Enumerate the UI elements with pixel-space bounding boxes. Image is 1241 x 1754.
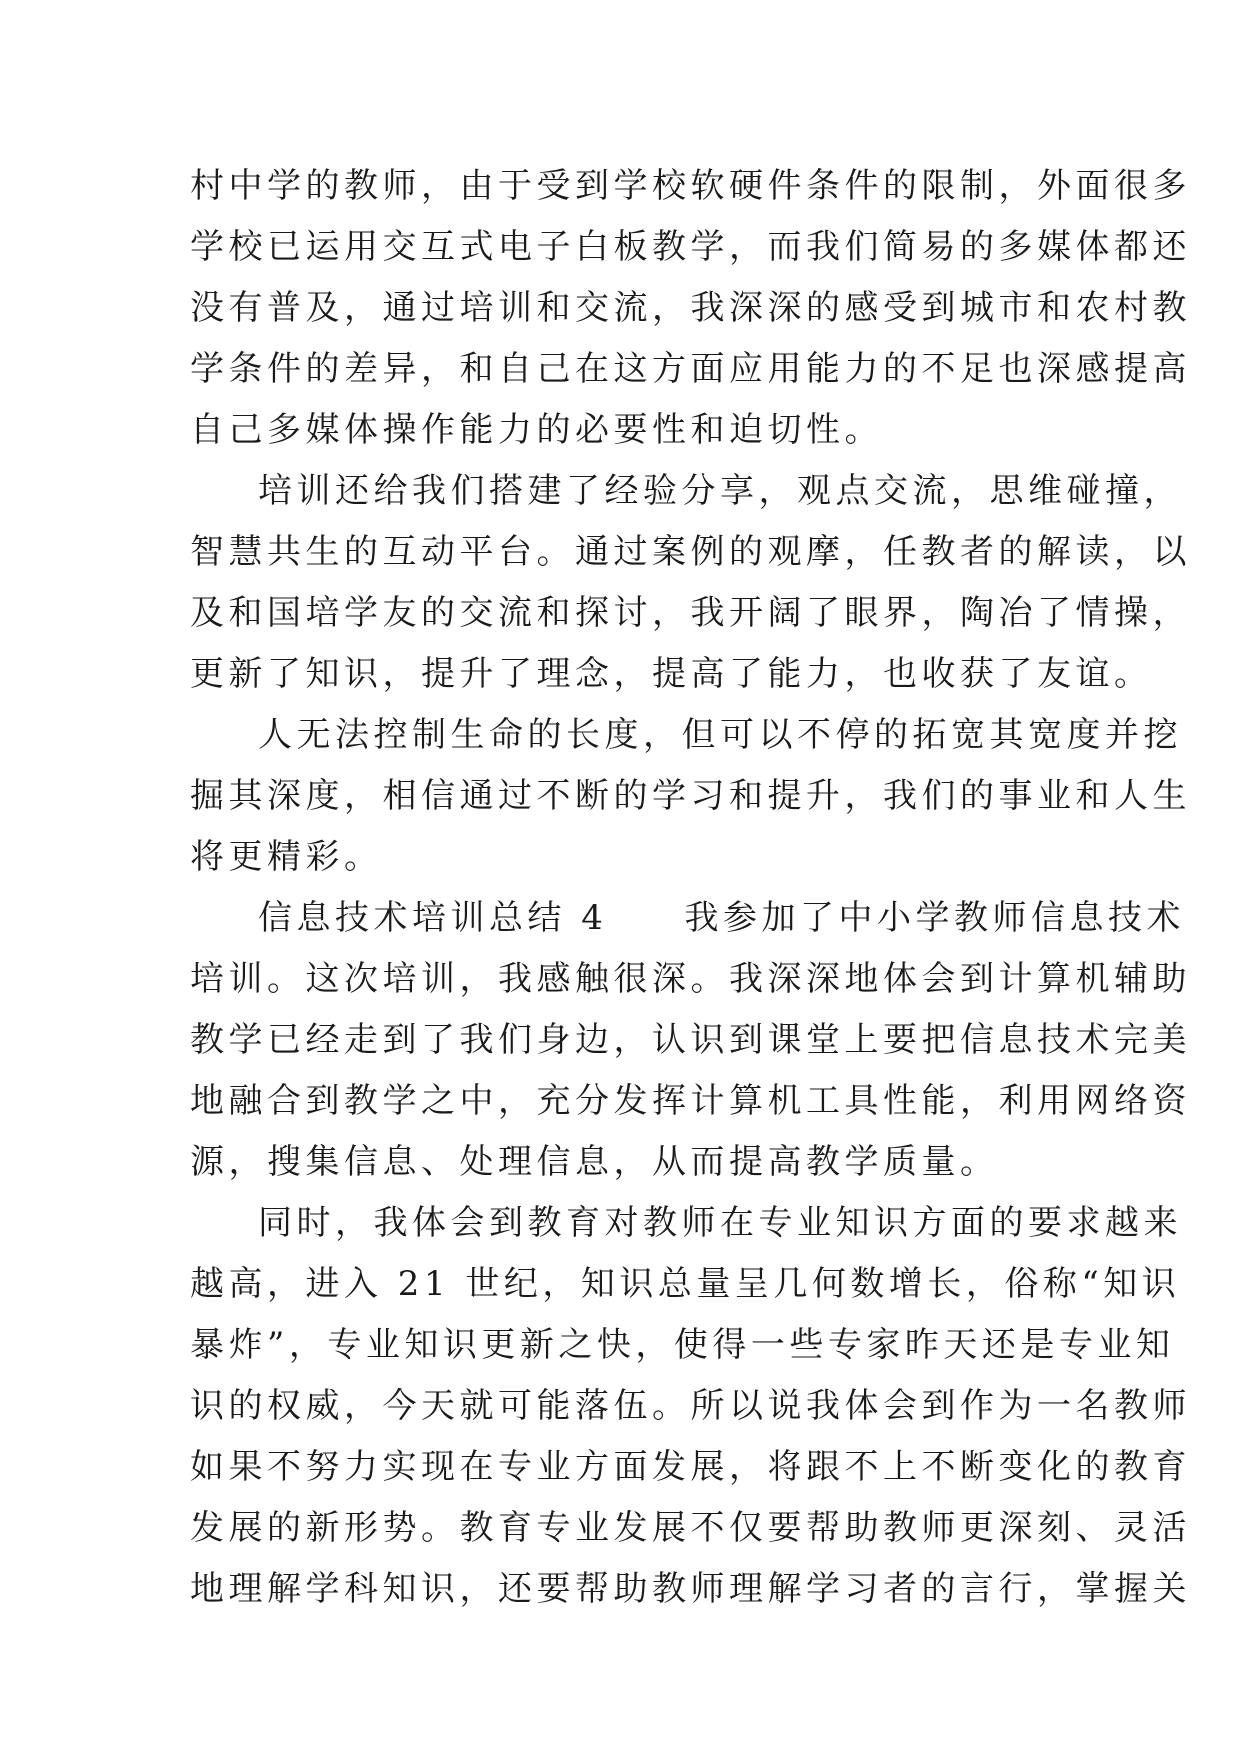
text-line: 地融合到教学之中，充分发挥计算机工具性能，利用网络资: [190, 1081, 1191, 1121]
text-line: 发展的新形势。教育专业发展不仅要帮助教师更深刻、灵活: [190, 1508, 1191, 1548]
text-line: 地理解学科知识，还要帮助教师理解学习者的言行，掌握关: [190, 1569, 1191, 1609]
text-line: 及和国培学友的交流和探讨，我开阔了眼界，陶冶了情操，: [190, 593, 1191, 633]
body-text: [190, 156, 1191, 1620]
text-line: 村中学的教师，由于受到学校软硬件条件的限制，外面很多: [190, 166, 1191, 206]
text-line: 教学已经走到了我们身边，认识到课堂上要把信息技术完美: [190, 1020, 1191, 1060]
text-line: 如果不努力实现在专业方面发展，将跟不上不断变化的教育: [190, 1447, 1191, 1487]
text-line: 智慧共生的互动平台。通过案例的观摩，任教者的解读，以: [190, 532, 1191, 572]
paragraph-first-line: 信息技术培训总结 4 我参加了中小学教师信息技术: [258, 898, 1185, 938]
text-line: 掘其深度，相信通过不断的学习和提升，我们的事业和人生: [190, 776, 1191, 816]
text-line: 学校已运用交互式电子白板教学，而我们简易的多媒体都还: [190, 227, 1191, 267]
text-line: 没有普及，通过培训和交流，我深深的感受到城市和农村教: [190, 288, 1191, 328]
text-line: 将更精彩。: [190, 837, 383, 877]
text-line: 识的权威，今天就可能落伍。所以说我体会到作为一名教师: [190, 1386, 1191, 1426]
paragraph-first-line: 培训还给我们搭建了经验分享，观点交流，思维碰撞，: [258, 471, 1182, 511]
text-line: 越高，进入 21 世纪，知识总量呈几何数增长，俗称“知识: [190, 1264, 1181, 1304]
text-line: 培训。这次培训，我感触很深。我深深地体会到计算机辅助: [190, 959, 1191, 999]
paragraph-first-line: 人无法控制生命的长度，但可以不停的拓宽其宽度并挖: [258, 715, 1182, 755]
text-line: 暴炸”，专业知识更新之快，使得一些专家昨天还是专业知: [190, 1325, 1175, 1365]
text-line: 更新了知识，提升了理念，提高了能力，也收获了友谊。: [190, 654, 1153, 694]
text-line: 自己多媒体操作能力的必要性和迫切性。: [190, 410, 883, 450]
text-line: 学条件的差异，和自己在这方面应用能力的不足也深感提高: [190, 349, 1191, 389]
paragraph-first-line: 同时，我体会到教育对教师在专业知识方面的要求越来: [258, 1203, 1182, 1243]
text-line: 源，搜集信息、处理信息，从而提高教学质量。: [190, 1142, 999, 1182]
